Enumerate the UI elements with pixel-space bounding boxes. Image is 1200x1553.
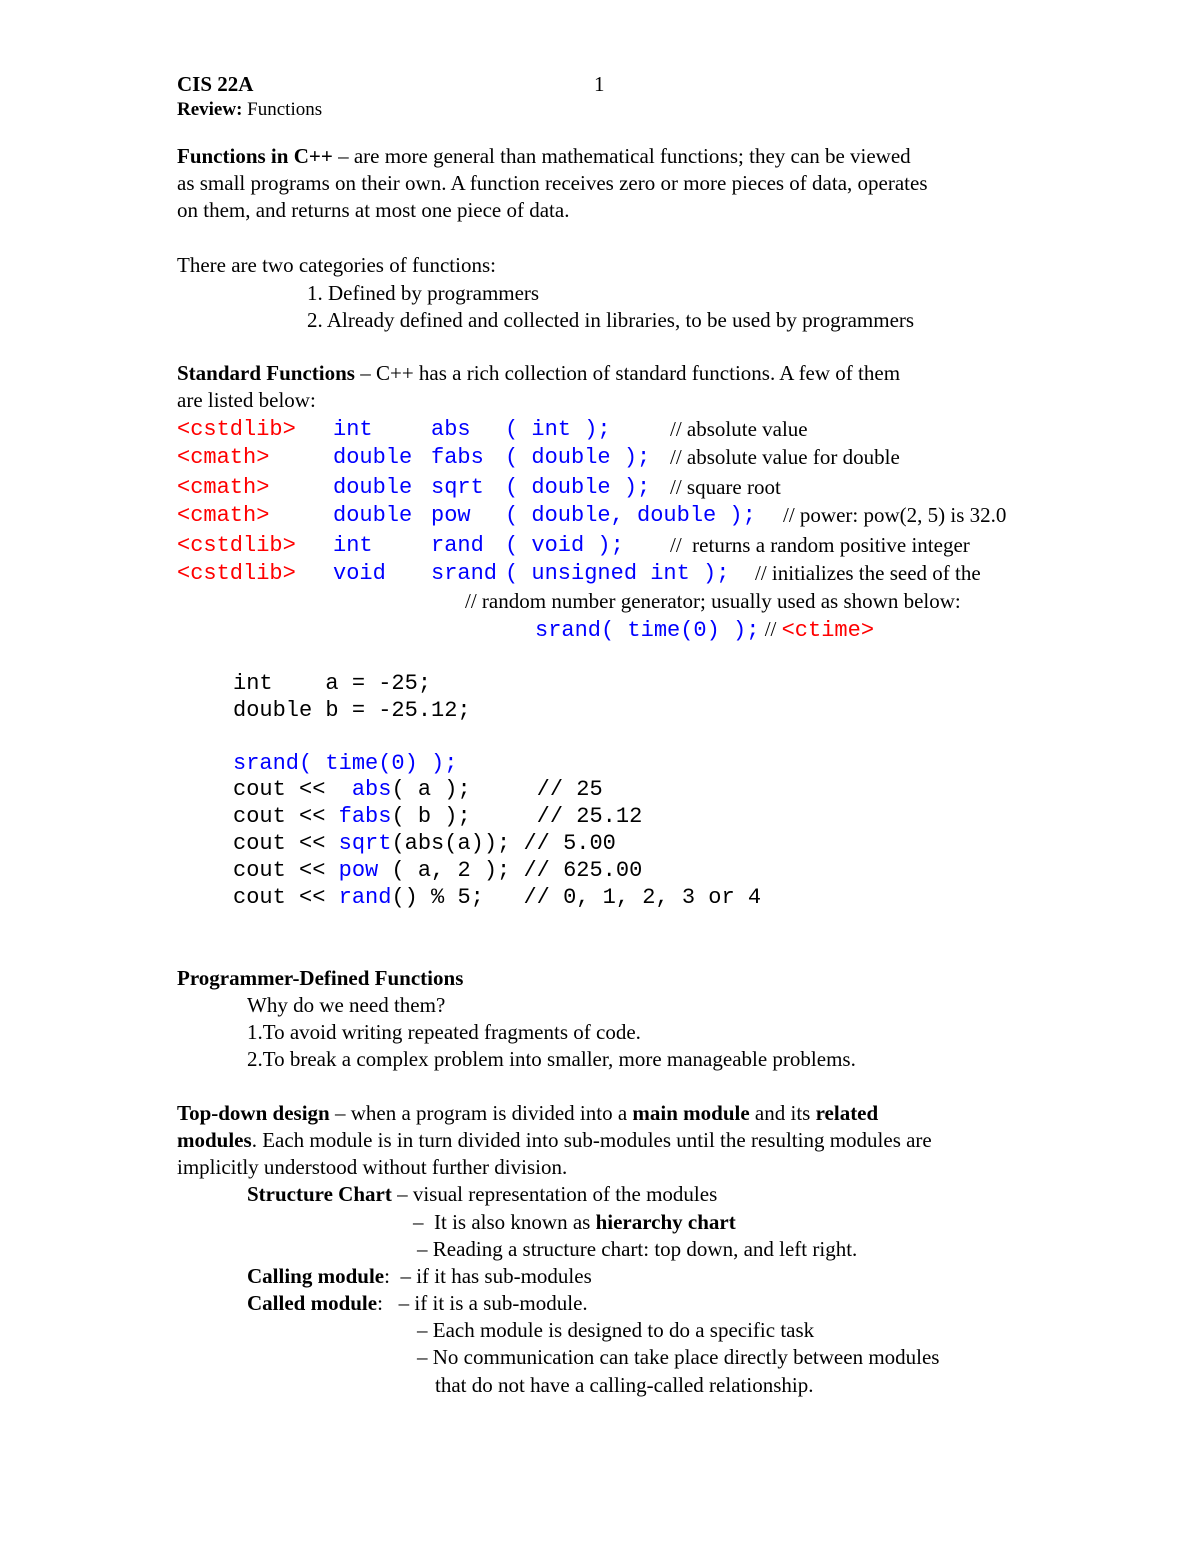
row-header: <cmath> [177,445,270,470]
row-comment: // returns a random positive integer [670,533,970,557]
row-params: ( unsigned int ); [505,561,730,586]
why-question: Why do we need them? [247,993,446,1017]
programmer-defined-heading: Programmer-Defined Functions [177,966,464,990]
code-line: cout << rand() % 5; // 0, 1, 2, 3 or 4 [233,885,762,910]
course-title: CIS 22A [177,72,254,96]
specific-task-note: – Each module is designed to do a specific task [417,1318,815,1342]
calling-module-definition: Calling module: – if it has sub-modules [247,1264,592,1288]
reason-item: 1.To avoid writing repeated fragments of code. [247,1020,641,1044]
row-comment: // power: pow(2, 5) is 32.0 [783,503,1007,527]
row-header: <cstdlib> [177,561,296,586]
row-header: <cmath> [177,475,270,500]
code-line: int a = -25; [233,671,432,696]
row-function-name: pow [431,503,471,528]
row-header: <cmath> [177,503,270,528]
row-params: ( double, double ); [505,503,756,528]
reason-item: 2.To break a complex problem into smaller, more manageable problems. [247,1047,856,1071]
structure-chart-definition: Structure Chart – visual representation of the modules [247,1182,718,1206]
review-line: Review: Functions [177,99,323,120]
row-function-name: srand [431,561,498,586]
row-return-type: double [333,475,413,500]
row-return-type: void [333,561,386,586]
code-line: srand( time(0) ); [233,751,458,776]
row-function-name: abs [431,417,471,442]
row-header: <cstdlib> [177,533,296,558]
page-number: 1 [594,72,605,96]
reading-note: – Reading a structure chart: top down, and left right. [417,1237,858,1261]
row-return-type: double [333,503,413,528]
code-line: cout << pow ( a, 2 ); // 625.00 [233,858,643,883]
categories-lead: There are two categories of functions: [177,253,496,277]
standard-functions-line-2: are listed below: [177,388,316,412]
hierarchy-chart-note: – It is also known as hierarchy chart [413,1210,736,1234]
row-return-type: int [333,533,373,558]
row-header: <cstdlib> [177,417,296,442]
row-params: ( void ); [505,533,624,558]
topdown-line-1: Top-down design – when a program is divided into a main module and its related [177,1101,879,1125]
code-line: cout << sqrt(abs(a)); // 5.00 [233,831,616,856]
intro-line-2: as small programs on their own. A function receives zero or more pieces of data, operates [177,171,928,195]
category-item: 2. Already defined and collected in libraries, to be used by programmers [307,308,915,332]
row-params: ( int ); [505,417,611,442]
srand-usage-line: srand( time(0) ); // <ctime> [535,617,875,643]
code-line: cout << abs( a ); // 25 [233,777,603,802]
intro-line-3: on them, and returns at most one piece of data. [177,198,570,222]
row-comment: // absolute value for double [670,445,900,469]
row-comment: // initializes the seed of the [755,561,981,585]
category-item: 1. Defined by programmers [307,281,540,305]
row-function-name: fabs [431,445,484,470]
row-function-name: sqrt [431,475,484,500]
topdown-line-2: modules. Each module is in turn divided into sub-modules until the resulting modules are [177,1128,932,1152]
row-return-type: int [333,417,373,442]
code-line: double b = -25.12; [233,698,471,723]
comment-continuation: // random number generator; usually used as shown below: [465,589,961,613]
intro-line-1: Functions in C++ – are more general than mathematical functions; they can be viewed [177,144,911,168]
no-communication-note-cont: that do not have a calling-called relationship. [435,1373,814,1397]
standard-functions-heading: Standard Functions – C++ has a rich collection of standard functions. A few of them [177,361,901,385]
row-function-name: rand [431,533,484,558]
called-module-definition: Called module: – if it is a sub-module. [247,1291,588,1315]
no-communication-note: – No communication can take place directly between modules [417,1345,940,1369]
row-params: ( double ); [505,475,651,500]
row-comment: // square root [670,475,781,499]
row-params: ( double ); [505,445,651,470]
topdown-line-3: implicitly understood without further division. [177,1155,568,1179]
row-return-type: double [333,445,413,470]
code-line: cout << fabs( b ); // 25.12 [233,804,643,829]
row-comment: // absolute value [670,417,808,441]
